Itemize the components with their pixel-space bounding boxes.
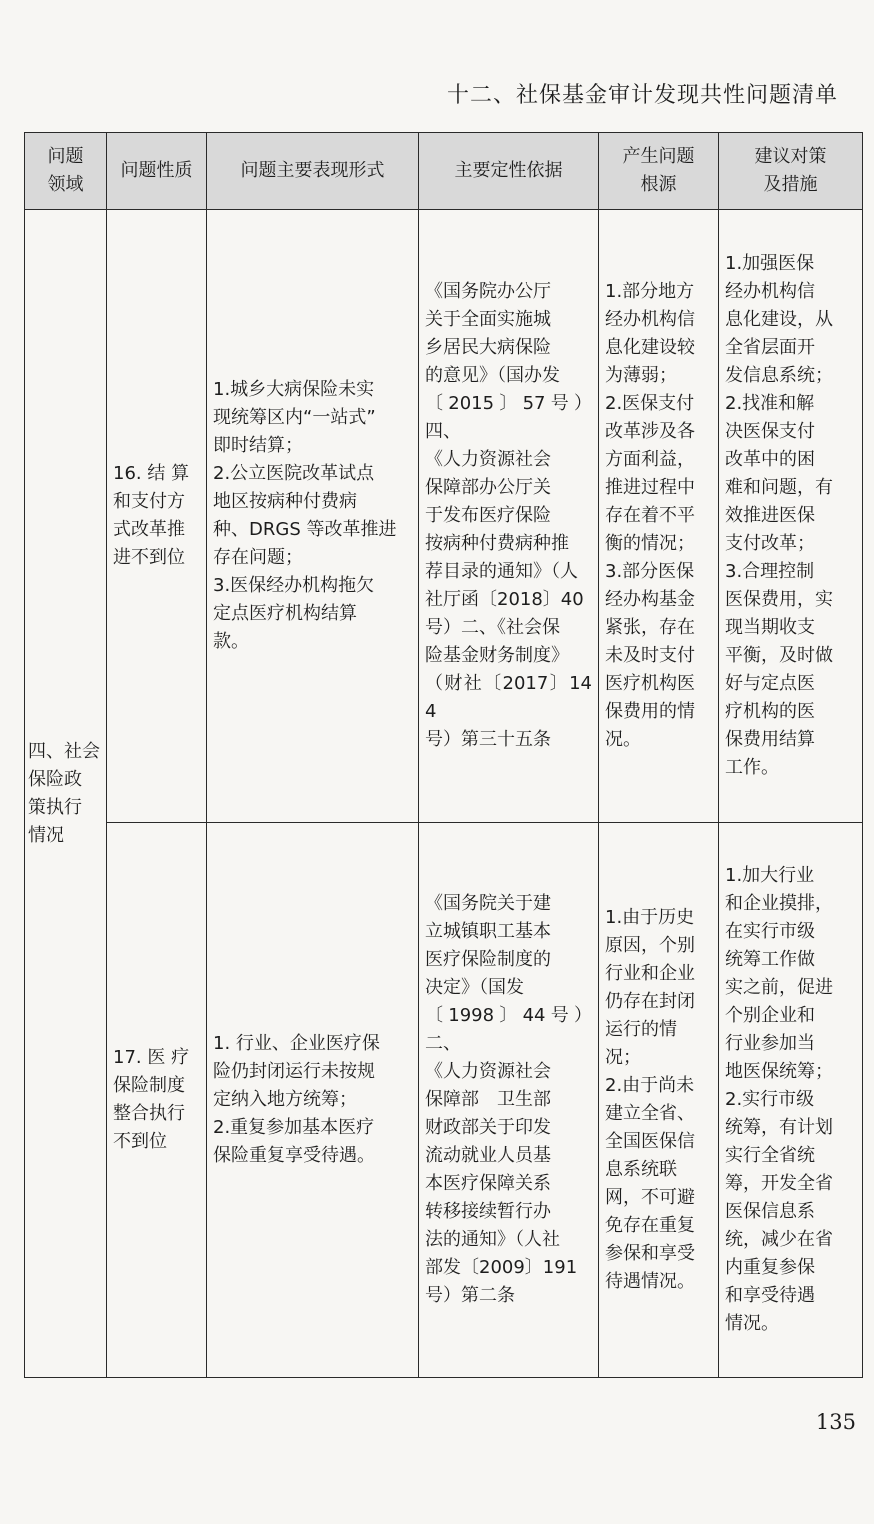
forms-cell: 1. 行业、企业医疗保 险仍封闭运行未按规 定纳入地方统筹； 2.重复参加基本医疗 保险重复享受待遇。 <box>207 823 419 1378</box>
suggestion-cell: 1.加强医保 经办机构信 息化建设，从 全省层面开 发信息系统； 2.找准和解 决医保支付 改革中的困 难和问题，有 效推进医保 支付改革； 3.合理控制 医保费用，实 现当期收支 平衡，及时做 好与定点医 疗机构的医 保费用结算 工作。 <box>719 210 863 823</box>
issue-table <box>24 132 863 1378</box>
column-header-domain: 问题 领域 <box>25 133 107 210</box>
page-header: 十二、社保基金审计发现共性问题清单 <box>446 83 838 108</box>
domain-cell: 四、社会 保险政 策执行 情况 <box>25 210 107 1378</box>
column-header-cause: 产生问题 根源 <box>599 133 719 210</box>
nature-cell: 17. 医 疗 保险制度 整合执行 不到位 <box>107 823 207 1378</box>
page-number: 135 <box>815 1410 856 1434</box>
basis-cell: 《国务院关于建 立城镇职工基本 医疗保险制度的 决定》（国发 〔1998〕44号）二、 《人力资源社会 保障部 卫生部 财政部关于印发 流动就业人员基 本医疗保障关系 转移接续暂行办 法的通知》（人社 部发〔2009〕191 号）第二条 <box>419 823 599 1378</box>
nature-cell: 16. 结 算 和支付方 式改革推 进不到位 <box>107 210 207 823</box>
table-header-row <box>25 133 863 210</box>
column-header-basis: 主要定性依据 <box>419 133 599 210</box>
cause-cell: 1.部分地方 经办机构信 息化建设较 为薄弱； 2.医保支付 改革涉及各 方面利益， 推进过程中 存在着不平 衡的情况； 3.部分医保 经办构基金 紧张，存在 未及时支付 医疗机构医 保费用的情 况。 <box>599 210 719 823</box>
column-header-nature: 问题性质 <box>107 133 207 210</box>
table-row <box>25 823 863 1378</box>
suggestion-cell: 1.加大行业 和企业摸排， 在实行市级 统筹工作做 实之前，促进 个别企业和 行业参加当 地医保统筹； 2.实行市级 统筹，有计划 实行全省统 筹，开发全省 医保信息系 统，减少在省 内重复参保 和享受待遇 情况。 <box>719 823 863 1378</box>
forms-cell: 1.城乡大病保险未实 现统筹区内“一站式” 即时结算； 2.公立医院改革试点 地区按病种付费病 种、DRGS 等改革推进 存在问题； 3.医保经办机构拖欠 定点医疗机构结算 款。 <box>207 210 419 823</box>
basis-cell: 《国务院办公厅 关于全面实施城 乡居民大病保险 的意见》（国办发 〔2015〕57号）四、 《人力资源社会 保障部办公厅关 于发布医疗保险 按病种付费病种推 荐目录的通知》（人 社厅函〔2018〕40 号）二、《社会保 险基金财务制度》 （财社〔2017〕144 号）第三十五条 <box>419 210 599 823</box>
cause-cell: 1.由于历史 原因，个别 行业和企业 仍存在封闭 运行的情 况； 2.由于尚未 建立全省、 全国医保信 息系统联 网，不可避 免存在重复 参保和享受 待遇情况。 <box>599 823 719 1378</box>
table-row <box>25 210 863 823</box>
column-header-forms: 问题主要表现形式 <box>207 133 419 210</box>
column-header-suggestion: 建议对策 及措施 <box>719 133 863 210</box>
